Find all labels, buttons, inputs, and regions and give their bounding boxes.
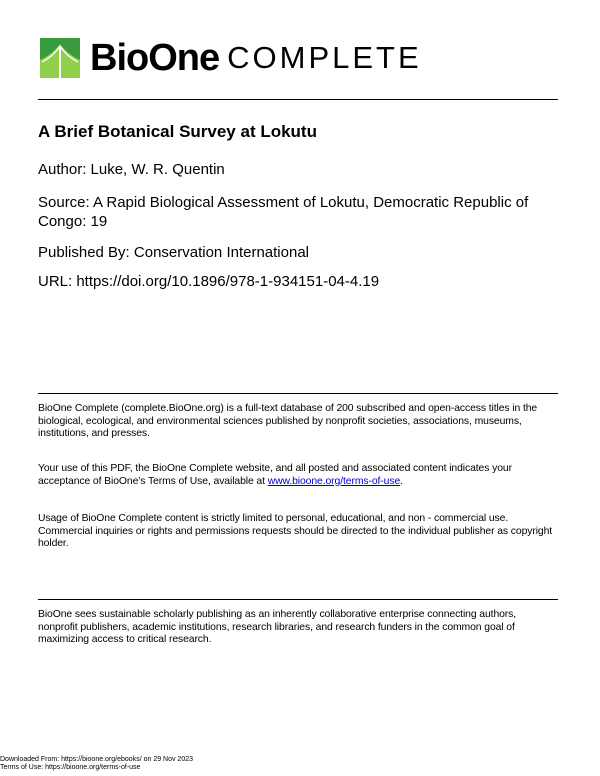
article-title: A Brief Botanical Survey at Lokutu	[38, 122, 317, 141]
usage-paragraph: Usage of BioOne Complete content is strictly limited to personal, educational, and non - commercial use. Commercial inquiries or rights and permissions requests should be directed to the individual publisher as copyright holder.	[38, 513, 553, 549]
article-source: Source: A Rapid Biological Assessment of Lokutu, Democratic Republic of Congo: 19	[38, 194, 529, 230]
mission-divider	[38, 599, 558, 600]
terms-text: Your use of this PDF, the BioOne Complete website, and all posted and associated content indicates your acceptance of BioOne’s Terms of Use, available at	[38, 463, 512, 487]
header-divider	[38, 99, 558, 100]
terms-paragraph	[38, 463, 558, 488]
terms-of-use-link[interactable]: www.bioone.org/terms-of-use	[267, 475, 401, 487]
mission-paragraph: BioOne sees sustainable scholarly publishing as an inherently collaborative enterprise connecting authors, nonprofit publishers, academic institutions, research libraries, and research funders in the common goal of maximizing access to critical research.	[38, 609, 517, 645]
article-publisher: Published By: Conservation International	[38, 244, 309, 261]
bioone-complete-logo	[40, 38, 440, 78]
logo-brand-text: BioOne	[90, 37, 220, 79]
bioone-leaf-icon	[40, 38, 80, 78]
article-url[interactable]: URL: https://doi.org/10.1896/978-1-934151-04-4.19	[38, 273, 380, 290]
article-author: Author: Luke, W. R. Quentin	[38, 161, 225, 178]
footer-downloaded: Downloaded From: https://bioone.org/ebooks/ on 29 Nov 2023	[0, 756, 194, 763]
about-paragraph: BioOne Complete (complete.BioOne.org) is a full-text database of 200 subscribed and open-access titles in the biological, ecological, and environmental sciences published by nonprofit societies, associations, museums, institutions, and presses.	[38, 403, 538, 439]
notices-divider	[38, 393, 558, 394]
logo-product-text: COMPLETE	[227, 40, 422, 75]
terms-end: .	[400, 475, 403, 487]
footer-terms: Terms of Use: https://bioone.org/terms-of-use	[0, 764, 141, 771]
